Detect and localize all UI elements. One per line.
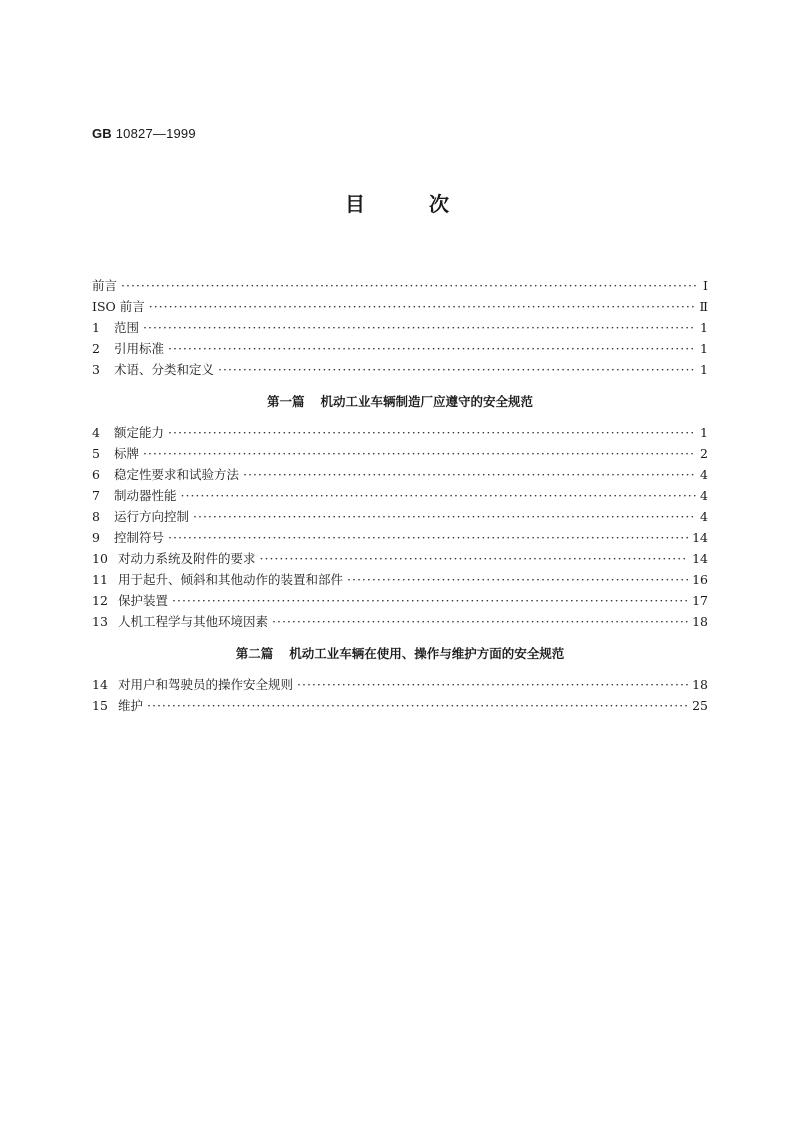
title-char-2: 次 xyxy=(429,192,449,216)
toc-entry-number: 15 xyxy=(92,698,108,713)
part-heading-2 xyxy=(92,633,708,675)
standard-code xyxy=(92,126,196,141)
leader-dots xyxy=(272,614,688,629)
leader-dots xyxy=(347,572,688,587)
toc-entry-label: 引用标准 xyxy=(114,341,165,356)
toc-entry-number: 1 xyxy=(92,320,100,335)
part-label: 第一篇 xyxy=(266,394,305,409)
part-label: 第二篇 xyxy=(235,646,274,661)
toc-entry-number: 2 xyxy=(92,341,100,356)
leader-dots xyxy=(218,362,696,377)
page-title xyxy=(0,188,794,217)
toc-entry-page: 17 xyxy=(692,593,708,608)
part-heading-1 xyxy=(92,381,708,423)
standard-prefix: GB xyxy=(92,126,112,141)
toc-entry[interactable] xyxy=(92,591,708,612)
toc-entry[interactable] xyxy=(92,549,708,570)
toc-entry[interactable] xyxy=(92,465,708,486)
title-char-1: 目 xyxy=(345,192,365,216)
toc-entry-page: Ⅱ xyxy=(699,299,708,314)
toc-entry-page: 1 xyxy=(700,341,708,356)
toc-entry-label: 对动力系统及附件的要求 xyxy=(118,551,256,566)
toc-entry-page: 16 xyxy=(692,572,708,587)
toc-entry-label: 维护 xyxy=(118,698,144,713)
toc-entry-number: 4 xyxy=(92,425,100,440)
toc-entry-number: 12 xyxy=(92,593,108,608)
leader-dots xyxy=(243,467,696,482)
toc-entry-label: 控制符号 xyxy=(114,530,165,545)
part-title: 机动工业车辆在使用、操作与维护方面的安全规范 xyxy=(289,646,565,661)
toc-entry-page: 14 xyxy=(692,551,708,566)
toc-entry-label: 稳定性要求和试验方法 xyxy=(114,467,240,482)
toc-entry-page: 4 xyxy=(700,488,708,503)
part-title: 机动工业车辆制造厂应遵守的安全规范 xyxy=(320,394,534,409)
toc-entry-label: 用于起升、倾斜和其他动作的装置和部件 xyxy=(118,572,344,587)
toc-entry-label: 人机工程学与其他环境因素 xyxy=(118,614,269,629)
toc-entry-label: ISO 前言 xyxy=(92,299,145,314)
toc-entry-number: 9 xyxy=(92,530,100,545)
toc-entry[interactable] xyxy=(92,423,708,444)
table-of-contents xyxy=(92,276,708,717)
toc-entry-page: 18 xyxy=(692,677,708,692)
leader-dots xyxy=(147,698,688,713)
toc-entry-number: 5 xyxy=(92,446,100,461)
toc-entry-page: 18 xyxy=(692,614,708,629)
toc-entry-page: 14 xyxy=(692,530,708,545)
toc-entry-number: 10 xyxy=(92,551,108,566)
toc-entry-label: 标牌 xyxy=(114,446,140,461)
toc-entry[interactable] xyxy=(92,339,708,360)
toc-entry-label: 制动器性能 xyxy=(114,488,177,503)
leader-dots xyxy=(168,530,688,545)
toc-entry-label: 对用户和驾驶员的操作安全规则 xyxy=(118,677,294,692)
toc-entry[interactable] xyxy=(92,486,708,507)
toc-entry-iso-foreword[interactable] xyxy=(92,297,708,318)
toc-entry-number: 8 xyxy=(92,509,100,524)
leader-dots xyxy=(143,320,696,335)
toc-entry-number: 11 xyxy=(92,572,108,587)
toc-entry-page: 4 xyxy=(700,509,708,524)
toc-entry[interactable] xyxy=(92,612,708,633)
toc-entry[interactable] xyxy=(92,570,708,591)
toc-entry-label: 运行方向控制 xyxy=(114,509,190,524)
leader-dots xyxy=(172,593,688,608)
toc-entry-page: Ⅰ xyxy=(703,278,708,293)
toc-entry-label: 保护装置 xyxy=(118,593,169,608)
leader-dots xyxy=(297,677,688,692)
toc-entry-page: 25 xyxy=(692,698,708,713)
toc-entry[interactable] xyxy=(92,507,708,528)
toc-entry[interactable] xyxy=(92,675,708,696)
toc-entry[interactable] xyxy=(92,696,708,717)
toc-entry-label: 术语、分类和定义 xyxy=(114,362,215,377)
toc-entry[interactable] xyxy=(92,360,708,381)
leader-dots xyxy=(168,425,696,440)
toc-entry-page: 1 xyxy=(700,362,708,377)
toc-entry-page: 2 xyxy=(700,446,708,461)
leader-dots xyxy=(181,488,696,503)
standard-number: 10827—1999 xyxy=(115,126,196,141)
toc-entry-number: 7 xyxy=(92,488,100,503)
toc-entry-page: 1 xyxy=(700,320,708,335)
leader-dots xyxy=(168,341,696,356)
toc-entry[interactable] xyxy=(92,444,708,465)
leader-dots xyxy=(143,446,696,461)
leader-dots xyxy=(121,278,696,293)
toc-entry-foreword[interactable] xyxy=(92,276,708,297)
toc-entry-page: 1 xyxy=(700,425,708,440)
toc-entry-number: 13 xyxy=(92,614,108,629)
leader-dots xyxy=(149,299,696,314)
toc-entry[interactable] xyxy=(92,528,708,549)
toc-entry[interactable] xyxy=(92,318,708,339)
toc-entry-number: 14 xyxy=(92,677,108,692)
toc-entry-label: 前言 xyxy=(92,278,118,293)
toc-entry-label: 范围 xyxy=(114,320,140,335)
toc-entry-page: 4 xyxy=(700,467,708,482)
toc-entry-label: 额定能力 xyxy=(114,425,165,440)
leader-dots xyxy=(193,509,696,524)
toc-entry-number: 3 xyxy=(92,362,100,377)
leader-dots xyxy=(260,551,689,566)
toc-entry-number: 6 xyxy=(92,467,100,482)
